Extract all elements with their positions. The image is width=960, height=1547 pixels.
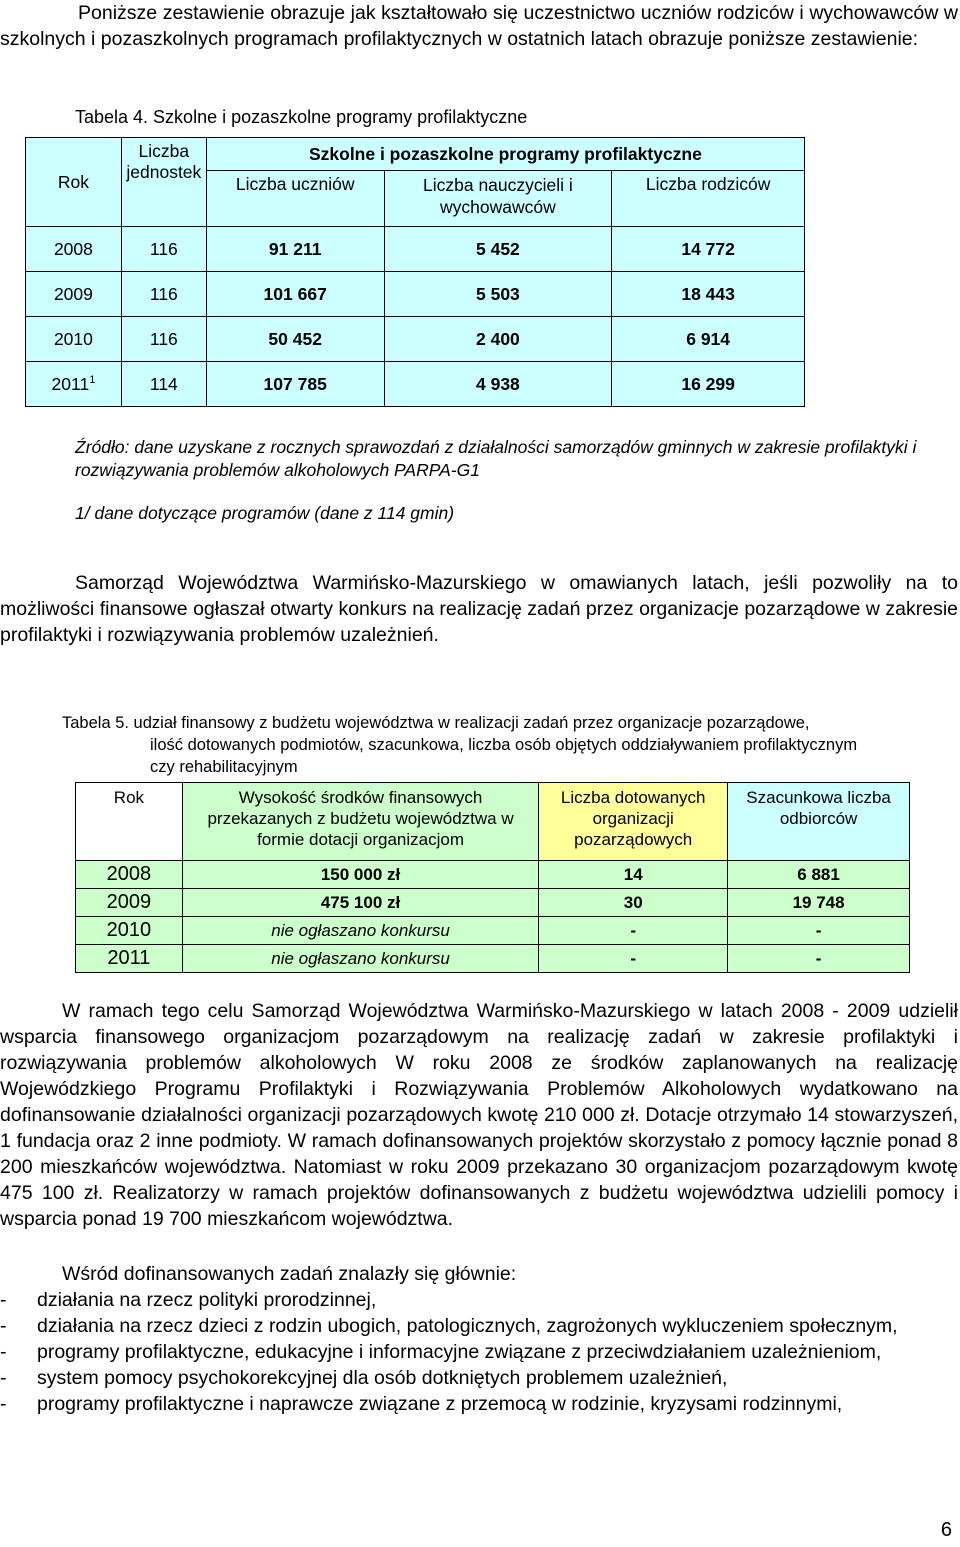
t4-header-rok: Rok xyxy=(26,138,122,227)
t5-recipients: - xyxy=(728,917,910,945)
table-row xyxy=(26,317,805,362)
list-item xyxy=(0,1339,958,1365)
t4-students: 101 667 xyxy=(206,272,384,317)
t4-parents: 14 772 xyxy=(612,227,805,272)
t4-header-teachers: Liczba nauczycieli i wychowawców xyxy=(384,171,612,227)
list-item xyxy=(0,1391,958,1417)
t5-header-rok: Rok xyxy=(76,783,183,861)
list-item xyxy=(0,1365,958,1391)
task-list-intro: Wśród dofinansowanych zadań znalazły się głównie: xyxy=(62,1263,517,1285)
t4-year xyxy=(26,362,122,407)
t4-students: 107 785 xyxy=(206,362,384,407)
t5-year: 2009 xyxy=(76,889,183,917)
t5-amount: nie ogłaszano konkursu xyxy=(182,945,538,973)
task-list xyxy=(0,1261,958,1417)
list-item xyxy=(0,1313,958,1339)
t5-amount: 150 000 zł xyxy=(182,861,538,889)
t4-header-units: Liczba jednostek xyxy=(121,138,206,227)
t4-parents: 18 443 xyxy=(612,272,805,317)
t4-units: 116 xyxy=(121,317,206,362)
t4-units: 114 xyxy=(121,362,206,407)
list-bullet: - xyxy=(0,1289,7,1311)
table5-caption xyxy=(62,712,952,778)
t5-recipients: - xyxy=(728,945,910,973)
t5-recipients: 6 881 xyxy=(728,861,910,889)
t4-year: 2009 xyxy=(26,272,122,317)
list-bullet: - xyxy=(0,1393,7,1415)
t4-parents: 6 914 xyxy=(612,317,805,362)
t4-teachers: 5 503 xyxy=(384,272,612,317)
t4-header-group: Szkolne i pozaszkolne programy profilaktyczne xyxy=(206,138,804,171)
list-item-text: programy profilaktyczne i naprawcze związane z przemocą w rodzinie, kryzysami rodzinnymi, xyxy=(37,1393,843,1415)
t4-year: 2010 xyxy=(26,317,122,362)
table4-caption: Tabela 4. Szkolne i pozaszkolne programy profilaktyczne xyxy=(75,107,528,127)
t5-orgs: 30 xyxy=(539,889,728,917)
t5-year: 2010 xyxy=(76,917,183,945)
page-number: 6 xyxy=(940,1519,952,1541)
t5-year: 2011 xyxy=(76,945,183,973)
t4-year: 2008 xyxy=(26,227,122,272)
list-bullet: - xyxy=(0,1341,7,1363)
list-bullet: - xyxy=(0,1367,7,1389)
t5-orgs: 14 xyxy=(539,861,728,889)
t4-units: 116 xyxy=(121,227,206,272)
list-item-text: system pomocy psychokorekcyjnej dla osób dotkniętych problemem uzależnień, xyxy=(37,1367,728,1389)
t4-year-value: 2011 xyxy=(51,373,90,394)
list-item-text: działania na rzecz polityki prorodzinnej, xyxy=(37,1289,377,1311)
table-row xyxy=(76,861,910,889)
t5-year: 2008 xyxy=(76,861,183,889)
list-item xyxy=(0,1287,958,1313)
table5-financial-support xyxy=(75,782,910,973)
table5-caption-line2: ilość dotowanych podmiotów, szacunkowa, liczba osób objętych oddziaływaniem profilaktycznym xyxy=(150,736,858,754)
t4-parents: 16 299 xyxy=(612,362,805,407)
intro-paragraph: Poniższe zestawienie obrazuje jak kształtowało się uczestnictwo uczniów rodziców i wychowawców w szkolnych i pozaszkolnych programach profilaktycznych w ostatnich latach obrazuje poniższe zestawienie: xyxy=(0,2,958,50)
t5-recipients: 19 748 xyxy=(728,889,910,917)
table4-source: Źródło: dane uzyskane z rocznych sprawozdań z działalności samorządów gminnych w zakresie profilaktyki i rozwiązywania problemów alkoholowych PARPA-G1 xyxy=(75,437,917,480)
t4-teachers: 2 400 xyxy=(384,317,612,362)
table4-prevention-programs xyxy=(25,137,805,407)
t5-orgs: - xyxy=(539,945,728,973)
paragraph-competition: Samorząd Województwa Warmińsko-Mazurskiego w omawianych latach, jeśli pozwoliły na to możliwości finansowe ogłaszał otwarty konkurs na realizację zadań przez organizacje pozarządowe w zakresie profilaktyki i rozwiązywania problemów uzależnień. xyxy=(0,572,958,646)
t4-students: 50 452 xyxy=(206,317,384,362)
list-bullet: - xyxy=(0,1315,7,1337)
table5-caption-line1: Tabela 5. udział finansowy z budżetu województwa w realizacji zadań przez organizacje pozarządowe, xyxy=(62,714,810,732)
t5-orgs: - xyxy=(539,917,728,945)
t4-header-parents: Liczba rodziców xyxy=(612,171,805,227)
t4-teachers: 5 452 xyxy=(384,227,612,272)
table-row xyxy=(76,945,910,973)
table-row xyxy=(76,917,910,945)
list-item-text: programy profilaktyczne, edukacyjne i informacyjne związane z przeciwdziałaniem uzależnieniom, xyxy=(37,1341,882,1363)
t5-amount: 475 100 zł xyxy=(182,889,538,917)
footnote-marker: 1 xyxy=(89,373,96,386)
t4-units: 116 xyxy=(121,272,206,317)
t4-teachers: 4 938 xyxy=(384,362,612,407)
table-row xyxy=(26,227,805,272)
t5-header-recipients: Szacunkowa liczba odbiorców xyxy=(728,783,910,861)
t5-header-amount: Wysokość środków finansowych przekazanych z budżetu województwa w formie dotacji organizacjom xyxy=(182,783,538,861)
paragraph-support-details: W ramach tego celu Samorząd Województwa Warmińsko-Mazurskiego w latach 2008 - 2009 udzielił wsparcia finansowego organizacjom pozarządowym na realizację zadań w zakresie profilaktyki i rozwiązywania problemów alkoholowych W roku 2008 ze środków zaplanowanych na realizację Wojewódzkiego Programu Profilaktyki i Rozwiązywania Problemów Alkoholowych wydatkowano na dofinansowanie działalności organizacji pozarządowych kwotę 210 000 zł. Dotacje otrzymało 14 stowarzyszeń, 1 fundacja oraz 2 inne podmioty. W ramach dofinansowanych projektów skorzystało z pomocy łącznie ponad 8 200 mieszkańców województwa. Natomiast w roku 2009 przekazano 30 organizacjom pozarządowym kwotę 475 100 zł. Realizatorzy w ramach projektów dofinansowanych z budżetu województwa udzielili pomocy i wsparcia ponad 19 700 mieszkańcom województwa. xyxy=(0,1000,958,1230)
t5-header-orgs: Liczba dotowanych organizacji pozarządowych xyxy=(539,783,728,861)
t4-students: 91 211 xyxy=(206,227,384,272)
table-row xyxy=(76,889,910,917)
table-row xyxy=(26,272,805,317)
table5-caption-line3: czy rehabilitacyjnym xyxy=(150,758,298,776)
table4-footnote: 1/ dane dotyczące programów (dane z 114 gmin) xyxy=(75,503,455,523)
t5-amount: nie ogłaszano konkursu xyxy=(182,917,538,945)
list-item-text: działania na rzecz dzieci z rodzin ubogich, patologicznych, zagrożonych wykluczeniem społecznym, xyxy=(37,1315,898,1337)
table-row xyxy=(26,362,805,407)
t4-header-students: Liczba uczniów xyxy=(206,171,384,227)
